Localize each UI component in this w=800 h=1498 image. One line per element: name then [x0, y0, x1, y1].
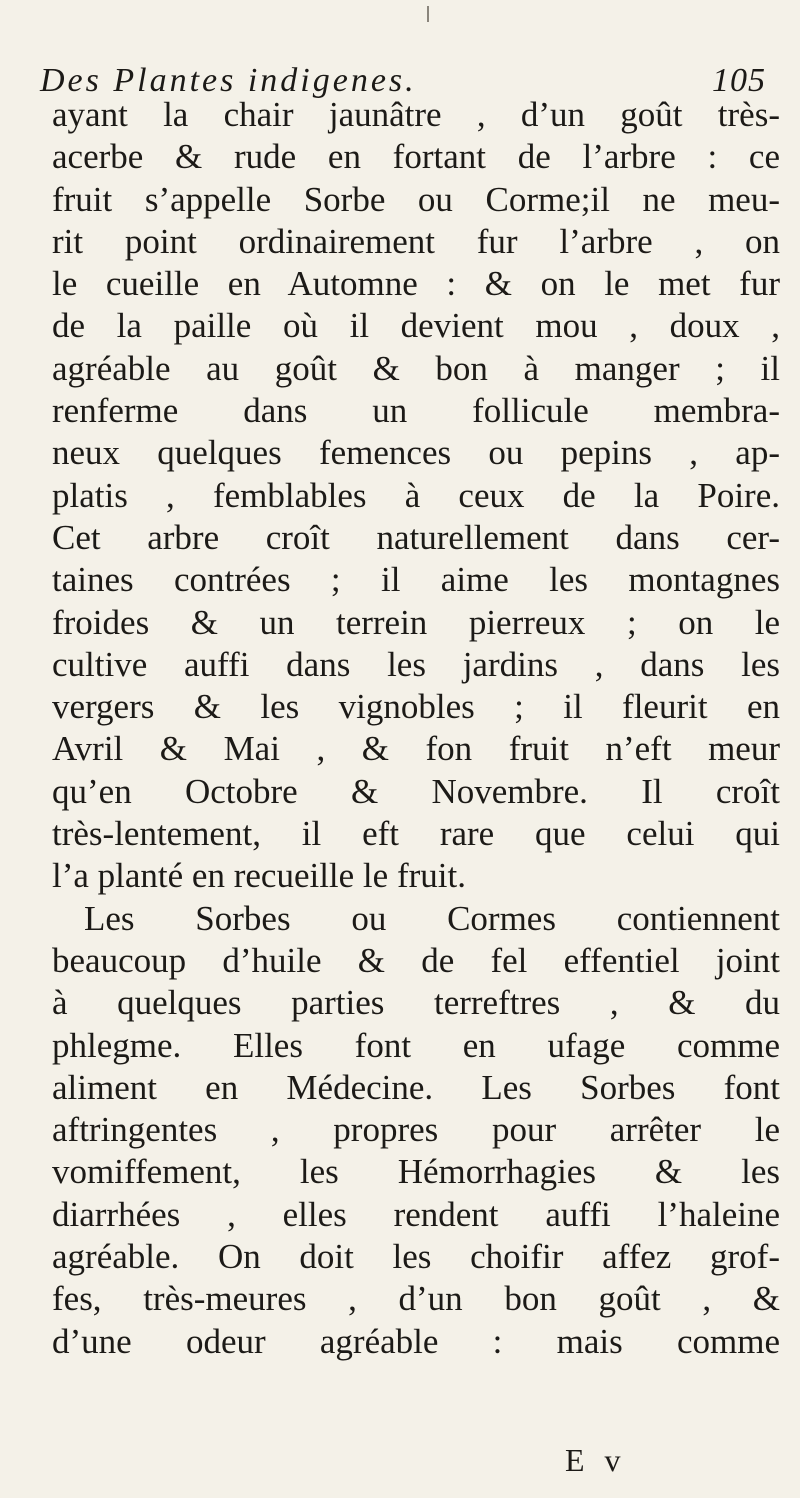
paragraph-start-line: Les Sorbes ou Cormes contiennent — [84, 898, 780, 938]
paragraph-end-line: l’a planté en recueille le fruit. — [52, 856, 466, 896]
text-line: fruit s’appelle Sorbe ou Corme;il ne meu- — [52, 179, 780, 219]
text-line: Avril & Mai , & fon fruit n’eft meur — [52, 729, 780, 769]
text-line: le cueille en Automne : & on le met fur — [52, 264, 780, 304]
text-line: platis , femblables à ceux de la Poire. — [52, 475, 780, 515]
text-line: aftringentes , propres pour arrêter le — [52, 1110, 780, 1150]
text-line: taines contrées ; il aime les montagnes — [52, 560, 780, 600]
text-line: Cet arbre croît naturellement dans cer- — [52, 517, 780, 557]
text-line: vergers & les vignobles ; il fleurit en — [52, 687, 780, 727]
text-line: à quelques parties terreftres , & du — [52, 983, 780, 1023]
text-line: aliment en Médecine. Les Sorbes font — [52, 1067, 780, 1107]
text-line: acerbe & rude en fortant de l’arbre : ce — [52, 137, 780, 177]
text-line: ayant la chair jaunâtre , d’un goût très- — [52, 95, 780, 134]
text-line: phlegme. Elles font en ufage comme — [52, 1025, 780, 1065]
text-line: diarrhées , elles rendent auffi l’haleine — [52, 1194, 780, 1234]
text-line: agréable. On doit les choifir affez grof- — [52, 1237, 780, 1277]
text-line: vomiffement, les Hémorrhagies & les — [52, 1152, 780, 1192]
text-line: rit point ordinairement fur l’arbre , on — [52, 221, 780, 261]
text-line: cultive auffi dans les jardins , dans les — [52, 644, 780, 684]
text-line: froides & un terrein pierreux ; on le — [52, 602, 780, 642]
text-line: agréable au goût & bon à manger ; il — [52, 348, 780, 388]
margin-mark — [427, 6, 429, 22]
body-text — [52, 94, 780, 1363]
text-line: très-lentement, il eft rare que celui qui — [52, 814, 780, 854]
text-line: d’une odeur agréable : mais comme — [52, 1321, 780, 1361]
text-line: beaucoup d’huile & de fel effentiel joint — [52, 940, 780, 980]
signature-mark: E v — [565, 1442, 627, 1478]
text-line: neux quelques femences ou pepins , ap- — [52, 433, 780, 473]
text-line: renferme dans un follicule membra- — [52, 391, 780, 431]
page-number: 105 — [712, 62, 766, 99]
text-line: qu’en Octobre & Novembre. Il croît — [52, 771, 780, 811]
running-title: Des Plantes indigenes. — [40, 62, 417, 99]
text-line: fes, très-meures , d’un bon goût , & — [52, 1279, 780, 1319]
text-line: de la paille où il devient mou , doux , — [52, 306, 780, 346]
